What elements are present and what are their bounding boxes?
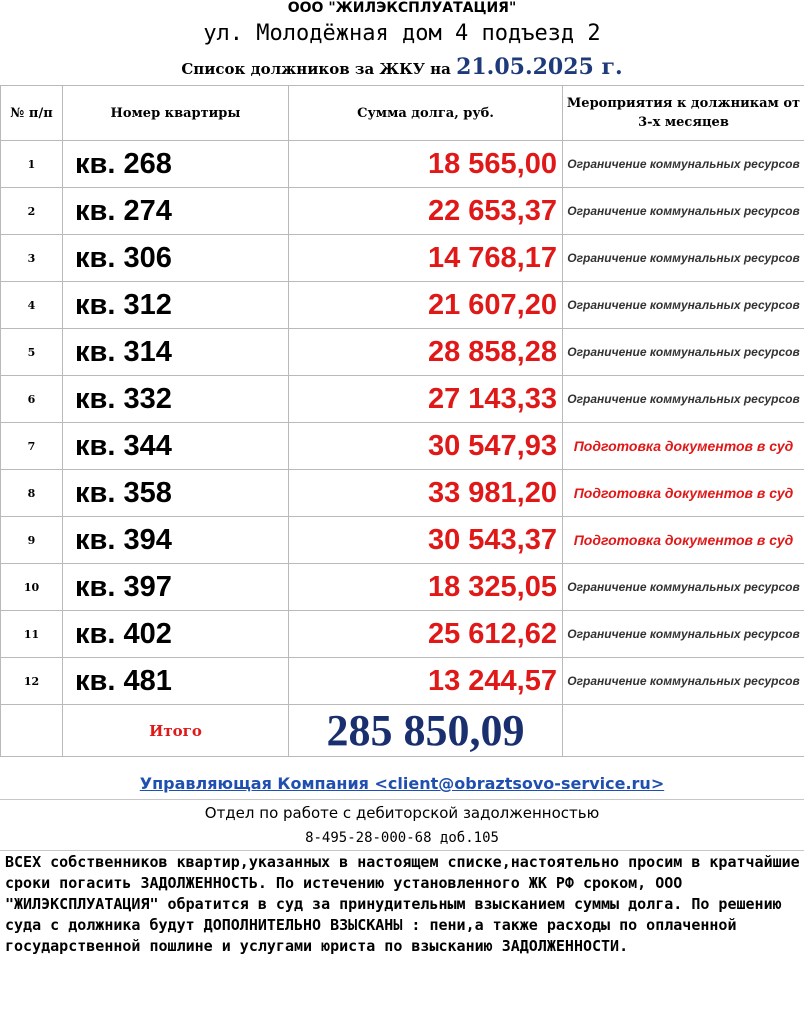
debtor-action: Подготовка документов в суд bbox=[563, 517, 804, 564]
apartment-number: кв. 402 bbox=[63, 611, 289, 658]
debt-warning-notice: ВСЕХ собственников квартир,указанных в настоящем списке,настоятельно просим в кратчайшие сроки погасить ЗАДОЛЖЕННОСТЬ. По истечению установленного ЖК РФ сроком, ООО "ЖИЛЭКСПЛУАТАЦИЯ" обратится в суд за принудительным взысканием суммы долга. По решению суда с должника будут ДОПОЛНИТЕЛЬНО ВЗЫСКАНЫ : пени,а также расходы по оплаченной государственной пошлине и услугами юриста по взысканию ЗАДОЛЖЕННОСТИ. bbox=[5, 853, 800, 955]
apartment-number: кв. 332 bbox=[63, 376, 289, 423]
debt-amount: 18 325,05 bbox=[289, 564, 563, 611]
apartment-number: кв. 312 bbox=[63, 282, 289, 329]
row-number: 1 bbox=[1, 141, 63, 188]
row-number: 5 bbox=[1, 329, 63, 376]
row-number: 6 bbox=[1, 376, 63, 423]
debt-amount: 30 547,93 bbox=[289, 423, 563, 470]
table-row bbox=[1, 517, 804, 564]
debtors-table bbox=[0, 85, 804, 757]
table-row bbox=[1, 235, 804, 282]
debtor-action: Ограничение коммунальных ресурсов bbox=[563, 611, 804, 658]
list-date: 21.05.2025 г. bbox=[456, 54, 623, 80]
building-address: ул. Молодёжная дом 4 подъезд 2 bbox=[203, 21, 601, 46]
department-name: Отдел по работе с дебиторской задолженностью bbox=[204, 804, 600, 822]
row-number: 7 bbox=[1, 423, 63, 470]
debt-amount: 22 653,37 bbox=[289, 188, 563, 235]
row-number: 10 bbox=[1, 564, 63, 611]
list-subtitle bbox=[0, 52, 804, 82]
apartment-number: кв. 344 bbox=[63, 423, 289, 470]
table-row bbox=[1, 282, 804, 329]
table-row bbox=[1, 658, 804, 705]
table-row bbox=[1, 470, 804, 517]
debtor-action: Ограничение коммунальных ресурсов bbox=[563, 282, 804, 329]
debt-amount: 21 607,20 bbox=[289, 282, 563, 329]
department-phone: 8-495-28-000-68 доб.105 bbox=[305, 830, 499, 846]
row-number: 8 bbox=[1, 470, 63, 517]
debt-amount: 18 565,00 bbox=[289, 141, 563, 188]
row-number: 3 bbox=[1, 235, 63, 282]
column-header-apartment: Номер квартиры bbox=[63, 86, 289, 141]
debtor-action: Ограничение коммунальных ресурсов bbox=[563, 376, 804, 423]
debtor-action: Ограничение коммунальных ресурсов bbox=[563, 658, 804, 705]
total-value: 285 850,09 bbox=[289, 705, 563, 757]
debt-amount: 33 981,20 bbox=[289, 470, 563, 517]
table-row bbox=[1, 564, 804, 611]
table-row bbox=[1, 188, 804, 235]
table-row bbox=[1, 423, 804, 470]
list-label: Список должников за ЖКУ на bbox=[181, 60, 451, 78]
apartment-number: кв. 358 bbox=[63, 470, 289, 517]
debtor-action: Ограничение коммунальных ресурсов bbox=[563, 141, 804, 188]
table-row bbox=[1, 141, 804, 188]
debtor-action: Ограничение коммунальных ресурсов bbox=[563, 188, 804, 235]
table-row bbox=[1, 329, 804, 376]
total-label: Итого bbox=[63, 705, 289, 757]
apartment-number: кв. 397 bbox=[63, 564, 289, 611]
table-header-row bbox=[1, 86, 804, 141]
column-header-sum: Сумма долга, руб. bbox=[289, 86, 563, 141]
apartment-number: кв. 268 bbox=[63, 141, 289, 188]
total-row bbox=[1, 705, 804, 757]
debt-amount: 14 768,17 bbox=[289, 235, 563, 282]
table-row bbox=[1, 611, 804, 658]
debtor-action: Подготовка документов в суд bbox=[563, 423, 804, 470]
apartment-number: кв. 394 bbox=[63, 517, 289, 564]
apartment-number: кв. 306 bbox=[63, 235, 289, 282]
debtor-action: Ограничение коммунальных ресурсов bbox=[563, 329, 804, 376]
debtor-action: Ограничение коммунальных ресурсов bbox=[563, 564, 804, 611]
divider bbox=[0, 799, 804, 800]
apartment-number: кв. 314 bbox=[63, 329, 289, 376]
total-empty-cell bbox=[563, 705, 804, 757]
debt-amount: 27 143,33 bbox=[289, 376, 563, 423]
total-empty-cell bbox=[1, 705, 63, 757]
debt-amount: 13 244,57 bbox=[289, 658, 563, 705]
row-number: 4 bbox=[1, 282, 63, 329]
organization-name: ООО "ЖИЛЭКСПЛУАТАЦИЯ" bbox=[287, 0, 517, 16]
row-number: 11 bbox=[1, 611, 63, 658]
column-header-action: Мероприятия к должникам от 3-х месяцев bbox=[563, 86, 804, 141]
debtor-action: Подготовка документов в суд bbox=[563, 470, 804, 517]
row-number: 12 bbox=[1, 658, 63, 705]
apartment-number: кв. 481 bbox=[63, 658, 289, 705]
company-contact-link[interactable]: Управляющая Компания <client@obraztsovo-service.ru> bbox=[139, 774, 665, 793]
debt-amount: 30 543,37 bbox=[289, 517, 563, 564]
divider bbox=[0, 850, 804, 851]
column-header-num: № п/п bbox=[1, 86, 63, 141]
debt-amount: 28 858,28 bbox=[289, 329, 563, 376]
table-row bbox=[1, 376, 804, 423]
row-number: 2 bbox=[1, 188, 63, 235]
row-number: 9 bbox=[1, 517, 63, 564]
debt-amount: 25 612,62 bbox=[289, 611, 563, 658]
debtor-action: Ограничение коммунальных ресурсов bbox=[563, 235, 804, 282]
apartment-number: кв. 274 bbox=[63, 188, 289, 235]
